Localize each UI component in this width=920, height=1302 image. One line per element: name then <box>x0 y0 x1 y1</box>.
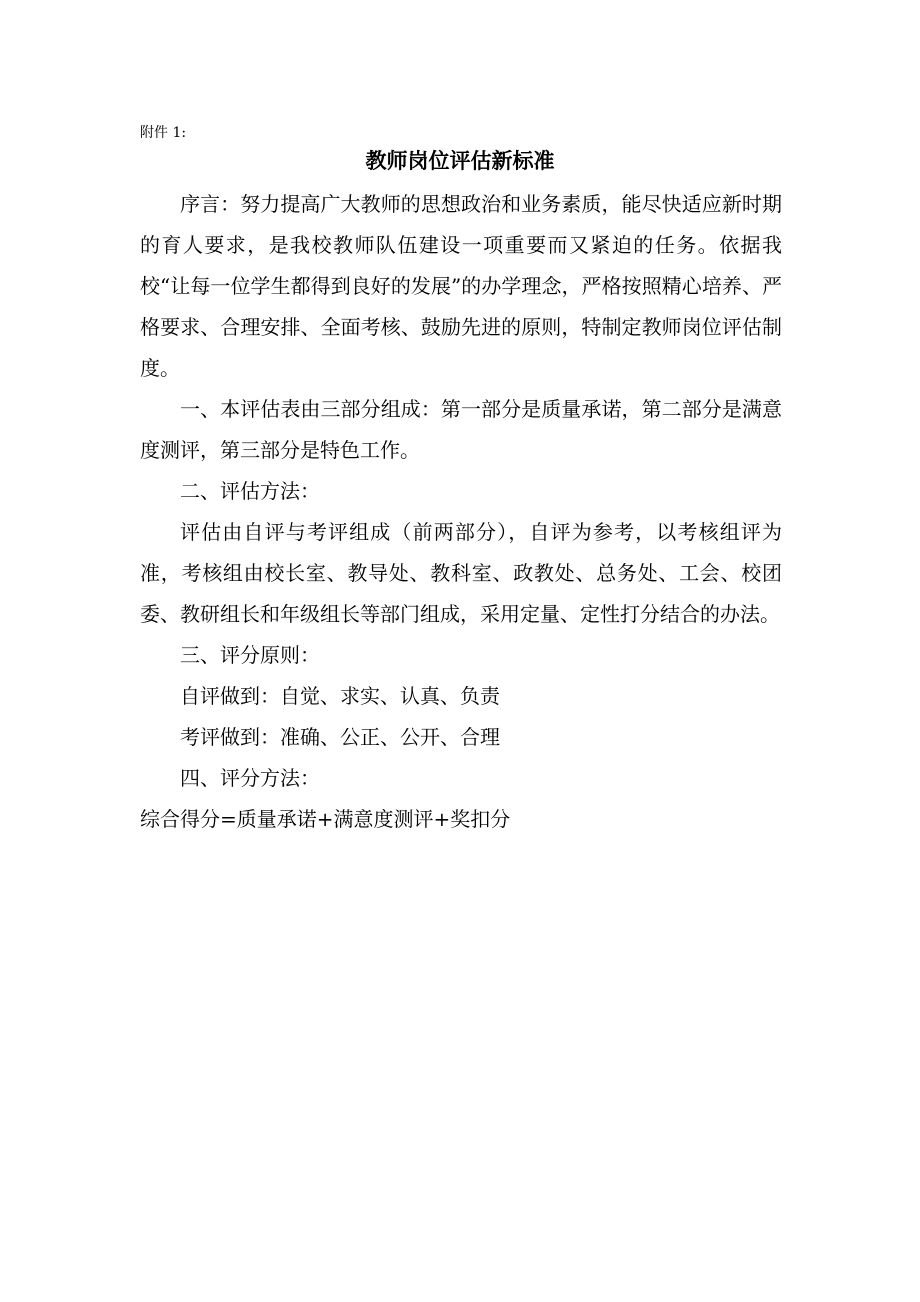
section-two-heading: 二、评估方法： <box>180 479 320 503</box>
assessment-principle: 考评做到：准确、公正、公开、合理 <box>180 725 500 749</box>
score-formula: 综合得分=质量承诺+满意度测评+奖扣分 <box>140 807 511 831</box>
self-evaluation-principle: 自评做到：自觉、求实、认真、负责 <box>180 684 500 708</box>
section-four-heading: 四、评分方法： <box>180 766 320 790</box>
evaluation-method-paragraph: 评估由自评与考评组成（前两部分），自评为参考，以考核组评为准，考核组由校长室、教导处、教科室、政教处、总务处、工会、校团委、教研组长和年级组长等部门组成，采用定量、定性打分结合的办法。 <box>140 520 782 626</box>
document-title: 教师岗位评估新标准 <box>365 149 555 173</box>
preface-paragraph: 序言：努力提高广大教师的思想政治和业务素质，能尽快适应新时期的育人要求，是我校教师队伍建设一项重要而又紧迫的任务。依据我校“让每一位学生都得到良好的发展”的办学理念，严格按照精心培养、严格要求、合理安排、全面考核、鼓励先进的原则，特制定教师岗位评估制度。 <box>140 192 782 380</box>
section-three-heading: 三、评分原则： <box>180 643 320 667</box>
section-one-paragraph: 一、本评估表由三部分组成：第一部分是质量承诺，第二部分是满意度测评，第三部分是特色工作。 <box>140 397 782 462</box>
annex-label: 附件 1: <box>140 125 187 141</box>
document-body <box>140 184 782 840</box>
